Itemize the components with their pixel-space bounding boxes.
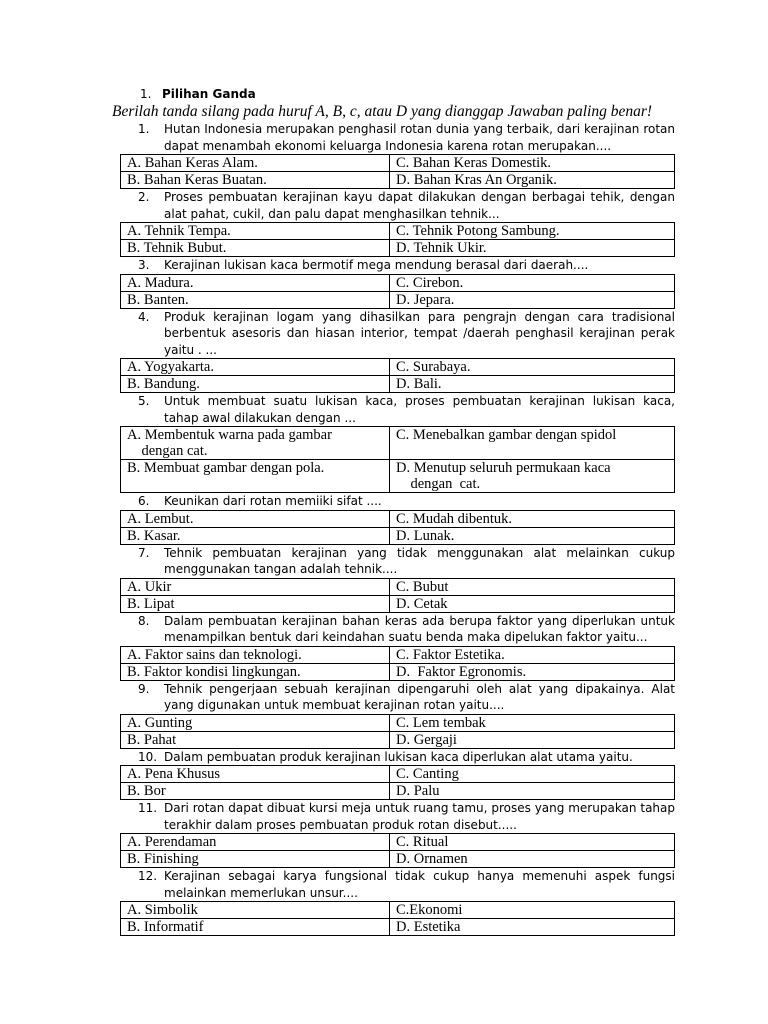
question-6 <box>120 493 675 510</box>
option-c[interactable]: C. Mudah dibentuk. <box>390 510 675 527</box>
option-b[interactable]: B. Lipat <box>121 595 390 612</box>
section-heading <box>140 87 256 101</box>
option-a[interactable]: A. Ukir <box>121 578 390 595</box>
options-table-8 <box>120 646 675 681</box>
option-a[interactable]: A. Perendaman <box>121 834 390 851</box>
option-a[interactable]: A. Lembut. <box>121 510 390 527</box>
question-9 <box>120 681 675 714</box>
options-table-7 <box>120 578 675 613</box>
option-b[interactable]: B. Bahan Keras Buatan. <box>121 172 390 189</box>
options-table-5 <box>120 426 675 493</box>
question-list <box>120 121 675 936</box>
option-c[interactable]: C. Bahan Keras Domestik. <box>390 155 675 172</box>
option-c[interactable]: C. Tehnik Potong Sambung. <box>390 223 675 240</box>
option-a[interactable]: A. Pena Khusus <box>121 766 390 783</box>
question-number: 8. <box>138 613 150 628</box>
question-text: Kerajinan lukisan kaca bermotif mega mendung berasal dari daerah.... <box>164 258 589 272</box>
question-text: Tehnik pembuatan kerajinan yang tidak menggunakan alat melainkan cukup menggunakan tangan adalah tehnik.... <box>164 545 675 576</box>
option-c[interactable]: C.Ekonomi <box>390 902 675 919</box>
question-text: Untuk membuat suatu lukisan kaca, proses pembuatan kerajinan lukisan kaca, tahap awal dilakukan dengan ... <box>164 394 675 425</box>
option-b[interactable]: B. Pahat <box>121 731 390 748</box>
option-c[interactable]: C. Faktor Estetika. <box>390 646 675 663</box>
option-d[interactable]: D. Tehnik Ukir. <box>390 240 675 257</box>
option-b[interactable]: B. Membuat gambar dengan pola. <box>121 460 390 493</box>
question-number: 7. <box>138 545 150 560</box>
question-2 <box>120 189 675 222</box>
question-10 <box>120 749 675 766</box>
option-c[interactable]: C. Menebalkan gambar dengan spidol <box>390 427 675 460</box>
option-b[interactable]: B. Bandung. <box>121 376 390 393</box>
option-d[interactable]: D. Palu <box>390 783 675 800</box>
question-text: Dari rotan dapat dibuat kursi meja untuk ruang tamu, proses yang merupakan tahap terakhir dalam proses pembuatan produk rotan disebut..... <box>164 801 675 832</box>
option-a[interactable]: A. Faktor sains dan teknologi. <box>121 646 390 663</box>
option-b[interactable]: B. Bor <box>121 783 390 800</box>
option-b[interactable]: B. Informatif <box>121 919 390 936</box>
question-number: 6. <box>138 494 150 508</box>
option-d[interactable]: D. Gergaji <box>390 731 675 748</box>
option-c[interactable]: C. Canting <box>390 766 675 783</box>
option-a[interactable]: A. Gunting <box>121 714 390 731</box>
option-b[interactable]: B. Finishing <box>121 851 390 868</box>
options-table-2 <box>120 222 675 257</box>
option-b[interactable]: B. Faktor kondisi lingkungan. <box>121 663 390 680</box>
option-c[interactable]: C. Ritual <box>390 834 675 851</box>
question-number: 12. <box>138 869 158 883</box>
option-c[interactable]: C. Bubut <box>390 578 675 595</box>
option-a[interactable]: A. Yogyakarta. <box>121 359 390 376</box>
question-text: Tehnik pengerjaan sebuah kerajinan dipengaruhi oleh alat yang dipakainya. Alat yang digunakan untuk membuat kerajinan rotan yaitu.... <box>164 681 675 712</box>
question-number: 9. <box>138 681 150 696</box>
option-d[interactable]: D. Bali. <box>390 376 675 393</box>
options-table-9 <box>120 714 675 749</box>
option-d[interactable]: D. Ornamen <box>390 851 675 868</box>
question-text: Dalam pembuatan produk kerajinan lukisan kaca diperlukan alat utama yaitu. <box>164 749 633 764</box>
option-d[interactable]: D. Menutup seluruh permukaan kaca dengan cat. <box>390 460 675 493</box>
question-number: 11. <box>138 801 158 815</box>
option-d[interactable]: D. Estetika <box>390 919 675 936</box>
options-table-11 <box>120 833 675 868</box>
option-d[interactable]: D. Jepara. <box>390 291 675 308</box>
option-b[interactable]: B. Kasar. <box>121 527 390 544</box>
option-a[interactable]: A. Membentuk warna pada gambar dengan cat. <box>121 427 390 460</box>
option-a[interactable]: A. Madura. <box>121 274 390 291</box>
question-12 <box>120 868 675 901</box>
section-number: 1. <box>140 87 152 101</box>
question-text: Hutan Indonesia merupakan penghasil rotan dunia yang terbaik, dari kerajinan rotan dapat menambah ekonomi keluarga Indonesia karena rotan merupakan.... <box>164 122 675 153</box>
option-c[interactable]: C. Cirebon. <box>390 274 675 291</box>
question-text: Keunikan dari rotan memiiki sifat .... <box>164 494 382 508</box>
option-c[interactable]: C. Surabaya. <box>390 359 675 376</box>
question-1 <box>120 121 675 154</box>
section-title: Pilihan Ganda <box>162 87 256 101</box>
question-11 <box>120 800 675 833</box>
option-a[interactable]: A. Bahan Keras Alam. <box>121 155 390 172</box>
question-5 <box>120 393 675 426</box>
question-text: Dalam pembuatan kerajinan bahan keras ada berupa faktor yang diperlukan untuk menampilkan bentuk dari keindahan suatu benda maka dipelukan faktor yaitu... <box>164 613 675 644</box>
question-text: Produk kerajinan logam yang dihasilkan para pengrajn dengan cara tradisional berbentuk asesoris dan hiasan interior, tempat /daerah penghasil kerajinan perak yaitu . ... <box>164 309 675 357</box>
option-d[interactable]: D. Cetak <box>390 595 675 612</box>
question-8 <box>120 613 675 646</box>
question-number: 4. <box>138 309 150 324</box>
question-number: 10. <box>138 749 158 764</box>
question-4 <box>120 309 675 359</box>
option-d[interactable]: D. Faktor Egronomis. <box>390 663 675 680</box>
options-table-1 <box>120 154 675 189</box>
options-table-4 <box>120 358 675 393</box>
option-b[interactable]: B. Tehnik Bubut. <box>121 240 390 257</box>
option-c[interactable]: C. Lem tembak <box>390 714 675 731</box>
option-a[interactable]: A. Simbolik <box>121 902 390 919</box>
question-text: Kerajinan sebagai karya fungsional tidak cukup hanya memenuhi aspek fungsi melainkan memerlukan unsur.... <box>164 869 675 900</box>
question-number: 1. <box>138 122 150 136</box>
option-b[interactable]: B. Banten. <box>121 291 390 308</box>
question-text: Proses pembuatan kerajinan kayu dapat dilakukan dengan berbagai tehik, dengan alat pahat, cukil, dan palu dapat menghasilkan tehnik... <box>164 190 675 221</box>
options-table-6 <box>120 510 675 545</box>
options-table-10 <box>120 765 675 800</box>
question-number: 3. <box>138 258 150 272</box>
instruction-text: Berilah tanda silang pada huruf A, B, c, atau D yang dianggap Jawaban paling benar! <box>112 103 653 120</box>
options-table-12 <box>120 901 675 936</box>
option-d[interactable]: D. Lunak. <box>390 527 675 544</box>
question-number: 2. <box>138 190 150 204</box>
question-3 <box>120 257 675 274</box>
option-d[interactable]: D. Bahan Kras An Organik. <box>390 172 675 189</box>
question-7 <box>120 545 675 578</box>
options-table-3 <box>120 274 675 309</box>
option-a[interactable]: A. Tehnik Tempa. <box>121 223 390 240</box>
question-number: 5. <box>138 394 150 408</box>
